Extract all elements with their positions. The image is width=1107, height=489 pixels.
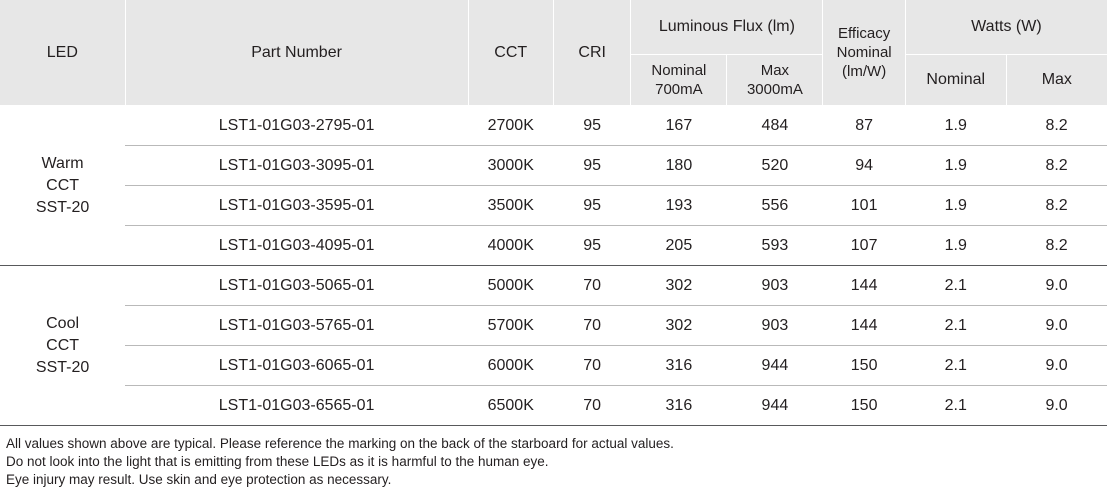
cell-cri: 70 xyxy=(553,346,630,386)
table-row xyxy=(0,306,1107,346)
cell-efficacy: 101 xyxy=(823,186,905,226)
flux-max-line-1: Max xyxy=(760,62,790,79)
cell-watts-nominal: 2.1 xyxy=(905,266,1006,306)
cell-efficacy: 107 xyxy=(823,226,905,266)
cell-efficacy: 144 xyxy=(823,266,905,306)
column-header-cct: CCT xyxy=(468,0,553,106)
cell-flux-max: 556 xyxy=(727,186,823,226)
cell-cct: 2700K xyxy=(468,106,553,146)
footnote-line-2: Do not look into the light that is emitting from these LEDs as it is harmful to the human eye. xyxy=(6,454,549,469)
group-label-line-2: CCT xyxy=(46,336,80,354)
footnotes xyxy=(0,426,1107,489)
flux-nominal-line-1: Nominal xyxy=(651,62,707,79)
cell-watts-nominal: 1.9 xyxy=(905,106,1006,146)
cell-watts-nominal: 1.9 xyxy=(905,146,1006,186)
cell-flux-nominal: 302 xyxy=(631,266,727,306)
group-label-line-2: CCT xyxy=(46,176,80,194)
cell-flux-max: 903 xyxy=(727,266,823,306)
cell-flux-max: 520 xyxy=(727,146,823,186)
efficacy-line-1: Efficacy xyxy=(838,25,891,42)
cell-flux-max: 593 xyxy=(727,226,823,266)
cell-flux-max: 944 xyxy=(727,386,823,426)
cell-cri: 70 xyxy=(553,266,630,306)
cell-watts-nominal: 2.1 xyxy=(905,306,1006,346)
cell-flux-max: 484 xyxy=(727,106,823,146)
group-label-line-3: SST-20 xyxy=(35,358,90,376)
cell-watts-nominal: 1.9 xyxy=(905,186,1006,226)
column-header-led: LED xyxy=(0,0,125,106)
table-body xyxy=(0,106,1107,426)
cell-part-number: LST1-01G03-4095-01 xyxy=(125,226,468,266)
cell-flux-nominal: 316 xyxy=(631,346,727,386)
cell-part-number: LST1-01G03-5065-01 xyxy=(125,266,468,306)
table-header xyxy=(0,0,1107,106)
cell-cct: 4000K xyxy=(468,226,553,266)
cell-cri: 95 xyxy=(553,106,630,146)
cell-watts-max: 8.2 xyxy=(1006,186,1107,226)
column-header-flux-max xyxy=(727,55,823,106)
cell-cri: 95 xyxy=(553,146,630,186)
column-header-watts: Watts (W) xyxy=(905,0,1107,55)
cell-part-number: LST1-01G03-3095-01 xyxy=(125,146,468,186)
cell-part-number: LST1-01G03-5765-01 xyxy=(125,306,468,346)
table-row xyxy=(0,146,1107,186)
column-header-cri: CRI xyxy=(553,0,630,106)
column-header-watts-max: Max xyxy=(1006,55,1107,106)
cell-flux-nominal: 316 xyxy=(631,386,727,426)
header-row-top xyxy=(0,0,1107,55)
flux-max-line-2: 3000mA xyxy=(746,81,803,98)
cell-cri: 70 xyxy=(553,386,630,426)
group-label-line-3: SST-20 xyxy=(35,198,90,216)
column-header-part-number: Part Number xyxy=(125,0,468,106)
cell-part-number: LST1-01G03-2795-01 xyxy=(125,106,468,146)
efficacy-line-3: (lm/W) xyxy=(842,63,887,80)
group-label-line-1: Cool xyxy=(46,314,80,332)
cell-cct: 5700K xyxy=(468,306,553,346)
table-row xyxy=(0,386,1107,426)
cell-flux-nominal: 205 xyxy=(631,226,727,266)
cell-efficacy: 150 xyxy=(823,386,905,426)
cell-efficacy: 87 xyxy=(823,106,905,146)
cell-efficacy: 144 xyxy=(823,306,905,346)
column-header-watts-nominal: Nominal xyxy=(905,55,1006,106)
group-label-line-1: Warm xyxy=(41,154,84,172)
group-label-cool xyxy=(0,266,125,426)
cell-cct: 5000K xyxy=(468,266,553,306)
efficacy-line-2: Nominal xyxy=(836,44,892,61)
cell-watts-nominal: 1.9 xyxy=(905,226,1006,266)
cell-watts-max: 8.2 xyxy=(1006,146,1107,186)
cell-cct: 3000K xyxy=(468,146,553,186)
cell-watts-max: 9.0 xyxy=(1006,266,1107,306)
cell-part-number: LST1-01G03-3595-01 xyxy=(125,186,468,226)
cell-efficacy: 94 xyxy=(823,146,905,186)
cell-efficacy: 150 xyxy=(823,346,905,386)
cell-flux-nominal: 193 xyxy=(631,186,727,226)
cell-cri: 70 xyxy=(553,306,630,346)
table-row xyxy=(0,266,1107,306)
flux-nominal-line-2: 700mA xyxy=(655,81,703,98)
column-header-luminous-flux: Luminous Flux (lm) xyxy=(631,0,823,55)
table-row xyxy=(0,226,1107,266)
cell-watts-max: 9.0 xyxy=(1006,306,1107,346)
cell-watts-max: 9.0 xyxy=(1006,346,1107,386)
cell-watts-max: 8.2 xyxy=(1006,226,1107,266)
cell-flux-max: 944 xyxy=(727,346,823,386)
table-row xyxy=(0,346,1107,386)
cell-flux-nominal: 167 xyxy=(631,106,727,146)
table-row xyxy=(0,186,1107,226)
column-header-efficacy xyxy=(823,0,905,106)
group-label-warm xyxy=(0,106,125,266)
cell-part-number: LST1-01G03-6565-01 xyxy=(125,386,468,426)
cell-flux-nominal: 180 xyxy=(631,146,727,186)
cell-flux-nominal: 302 xyxy=(631,306,727,346)
cell-cri: 95 xyxy=(553,186,630,226)
cell-cct: 3500K xyxy=(468,186,553,226)
footnote-line-3: Eye injury may result. Use skin and eye protection as necessary. xyxy=(6,472,392,487)
cell-cct: 6000K xyxy=(468,346,553,386)
cell-watts-nominal: 2.1 xyxy=(905,346,1006,386)
cell-part-number: LST1-01G03-6065-01 xyxy=(125,346,468,386)
table-row xyxy=(0,106,1107,146)
cell-watts-nominal: 2.1 xyxy=(905,386,1006,426)
cell-flux-max: 903 xyxy=(727,306,823,346)
cell-watts-max: 8.2 xyxy=(1006,106,1107,146)
cell-cct: 6500K xyxy=(468,386,553,426)
cell-cri: 95 xyxy=(553,226,630,266)
column-header-flux-nominal xyxy=(631,55,727,106)
footnote-line-1: All values shown above are typical. Please reference the marking on the back of the starboard for actual values. xyxy=(6,436,674,451)
cell-watts-max: 9.0 xyxy=(1006,386,1107,426)
